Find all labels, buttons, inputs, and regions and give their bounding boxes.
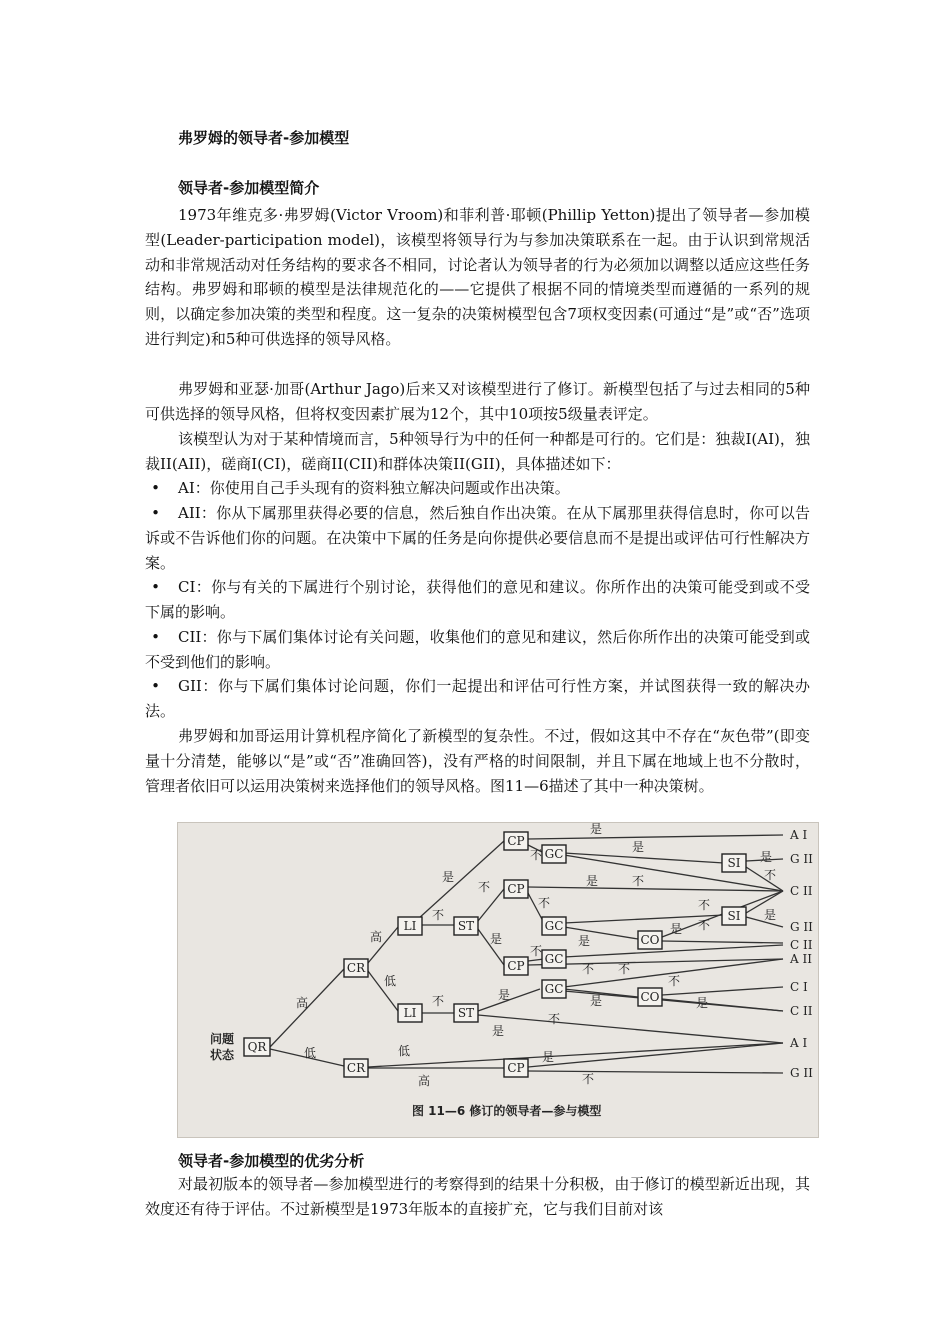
edge-label-low: 低 [384, 974, 397, 988]
edge-label-no: 不 [432, 994, 445, 1008]
node-label-si-1: SI [727, 856, 741, 870]
edge-label-no: 不 [582, 962, 595, 976]
node-label-gc-3: GC [544, 952, 564, 966]
edge-label-no: 不 [582, 1072, 595, 1086]
edge-label-yes: 是 [764, 908, 777, 922]
section-heading-analysis: 领导者-参加模型的优劣分析 [178, 1152, 365, 1170]
edge-label-no: 不 [548, 1012, 561, 1026]
paragraph-analysis: 对最初版本的领导者—参加模型进行的考察得到的结果十分积极，由于修订的模型新近出现，其效度还有待于评估。不过新模型是1973年版本的直接扩充，它与我们目前对该 [145, 1175, 810, 1218]
node-label-gc-1: GC [544, 847, 564, 861]
node-labels [248, 834, 741, 1075]
bullet-marker: • [151, 677, 160, 695]
edge-label-high: 高 [296, 996, 309, 1010]
edge-label-no: 不 [698, 898, 711, 912]
edge-labels [296, 823, 776, 1088]
outcome-label: C II [790, 938, 813, 952]
edge-label-low: 低 [304, 1046, 317, 1060]
edge-label-yes: 是 [696, 996, 709, 1010]
edge-label-no: 不 [432, 908, 445, 922]
outcome-labels [789, 828, 813, 1080]
edge-label-yes: 是 [586, 874, 599, 888]
node-label-cp-4: CP [507, 1061, 525, 1075]
node-label-qr: QR [247, 1040, 267, 1054]
section-heading-intro: 领导者-参加模型简介 [178, 179, 320, 197]
list-item [145, 501, 810, 575]
bullet-text-cii: CII：你与下属们集体讨论有关问题，收集他们的意见和建议，然后你所作出的决策可能受到或不受到他们的影响。 [145, 628, 810, 671]
decision-tree-diagram [178, 823, 818, 1137]
node-label-gc-2: GC [544, 919, 564, 933]
root-label-line2: 状态 [209, 1048, 235, 1062]
node-label-li-1: LI [403, 919, 417, 933]
decision-tree-figure [177, 822, 819, 1138]
list-item [145, 674, 810, 724]
edge-label-low: 低 [398, 1044, 411, 1058]
edge-label-yes: 是 [490, 932, 503, 946]
outcome-label: A I [790, 828, 808, 842]
outcome-label: C II [790, 884, 813, 898]
figure-caption: 图 11—6 修订的领导者—参与模型 [412, 1104, 602, 1118]
list-item [145, 476, 810, 501]
bullet-marker: • [151, 628, 160, 646]
paragraph-decision-tree: 弗罗姆和加哥运用计算机程序简化了新模型的复杂性。不过，假如这其中不存在“灰色带”(即变量十分清楚，能够以“是”或“否”准确回答)，没有严格的时间限制，并且下属在地域上也不分散时，管理者依旧可以运用决策树来选择他们的领导风格。图11—6描述了其中一种决策树。 [145, 727, 810, 795]
node-label-si-2: SI [727, 909, 741, 923]
edge-label-no: 不 [668, 974, 681, 988]
edge-label-no: 不 [764, 868, 777, 882]
edge-label-yes: 是 [442, 870, 455, 884]
root-label-line1: 问题 [209, 1032, 235, 1046]
edge-label-yes: 是 [760, 850, 773, 864]
edge-label-no: 不 [698, 918, 711, 932]
outcome-label: A I [790, 1036, 808, 1050]
node-label-li-2: LI [403, 1006, 417, 1020]
document-title: 弗罗姆的领导者-参加模型 [178, 129, 350, 147]
node-label-co-2: CO [640, 990, 660, 1004]
node-label-cp-3: CP [507, 959, 525, 973]
edge-label-yes: 是 [590, 823, 603, 836]
bullet-text-ai: AI：你使用自己手头现有的资料独立解决问题或作出决策。 [178, 479, 570, 497]
outcome-label: C I [790, 980, 808, 994]
node-label-st-1: ST [457, 919, 475, 933]
node-label-cp-2: CP [507, 882, 525, 896]
edge-label-yes: 是 [590, 994, 603, 1008]
paragraph-intro: 1973年维克多·弗罗姆(Victor Vroom)和菲利普·耶顿(Phillip Yetton)提出了领导者—参加模型(Leader-participation model)，该模型将领导行为与参加决策联系在一起。由于认识到常规活动和非常规活动对任务结构的要求各不相同，讨论者认为领导者的行为必须加以调整以适应这些任务结构。弗罗姆和耶顿的模型是法律规范化的——它提供了根据不同的情境类型而遵循的一系列的规则，以确定参加决策的类型和程度。这一复杂的决策树模型包含7项权变因素(可通过“是”或“否”选项进行判定)和5种可供选择的领导风格。 [145, 206, 810, 348]
node-label-co-1: CO [640, 933, 660, 947]
root-label [210, 1031, 235, 1062]
bullet-text-ci: CI：你与有关的下属进行个别讨论，获得他们的意见和建议。你所作出的决策可能受到或不受下属的影响。 [145, 578, 810, 621]
bullet-text-gii: GII：你与下属们集体讨论问题，你们一起提出和评估可行性方案，并试图获得一致的解决办法。 [145, 677, 810, 720]
outcome-label: A II [790, 952, 812, 966]
edge-label-yes: 是 [670, 922, 683, 936]
edge-label-yes: 是 [632, 840, 645, 854]
edge-label-no: 不 [632, 874, 645, 888]
bullet-marker: • [151, 504, 160, 522]
bullet-text-aii: AII：你从下属那里获得必要的信息，然后独自作出决策。在从下属那里获得信息时，你可以告诉或不告诉他们你的问题。在决策中下属的任务是向你提供必要信息而不是提出或评估可行性解决方案。 [145, 504, 810, 572]
node-label-cr-high: CR [346, 961, 366, 975]
outcome-label: G II [790, 852, 813, 866]
edge-label-no: 不 [530, 944, 543, 958]
edge-label-yes: 是 [498, 988, 511, 1002]
outcome-label: G II [790, 920, 813, 934]
tree-nodes [244, 832, 746, 1077]
outcome-label: C II [790, 1004, 813, 1018]
edge-label-no: 不 [530, 848, 543, 862]
node-label-gc-4: GC [544, 982, 564, 996]
node-label-st-2: ST [457, 1006, 475, 1020]
bullet-marker: • [151, 479, 160, 497]
edge-label-high: 高 [418, 1074, 431, 1088]
edge-label-no: 不 [618, 962, 631, 976]
list-item [145, 575, 810, 625]
edge-label-yes: 是 [542, 1050, 555, 1064]
paragraph-styles: 该模型认为对于某种情境而言，5种领导行为中的任何一种都是可行的。它们是：独裁I(AI)，独裁II(AII)，磋商I(CI)，磋商II(CII)和群体决策II(GII)，具体描述如下： [145, 430, 810, 473]
edge-label-yes: 是 [492, 1024, 505, 1038]
tree-edges [270, 835, 783, 1073]
list-item [145, 625, 810, 675]
outcome-label: G II [790, 1066, 813, 1080]
edge-label-yes: 是 [578, 934, 591, 948]
edge-label-high: 高 [370, 930, 383, 944]
edge-label-no: 不 [478, 880, 491, 894]
bullet-marker: • [151, 578, 160, 596]
paragraph-revision: 弗罗姆和亚瑟·加哥(Arthur Jago)后来又对该模型进行了修订。新模型包括了与过去相同的5种可供选择的领导风格，但将权变因素扩展为12个，其中10项按5级量表评定。 [145, 380, 810, 423]
node-label-cr-low: CR [346, 1061, 366, 1075]
node-label-cp-1: CP [507, 834, 525, 848]
edge-label-no: 不 [538, 896, 551, 910]
